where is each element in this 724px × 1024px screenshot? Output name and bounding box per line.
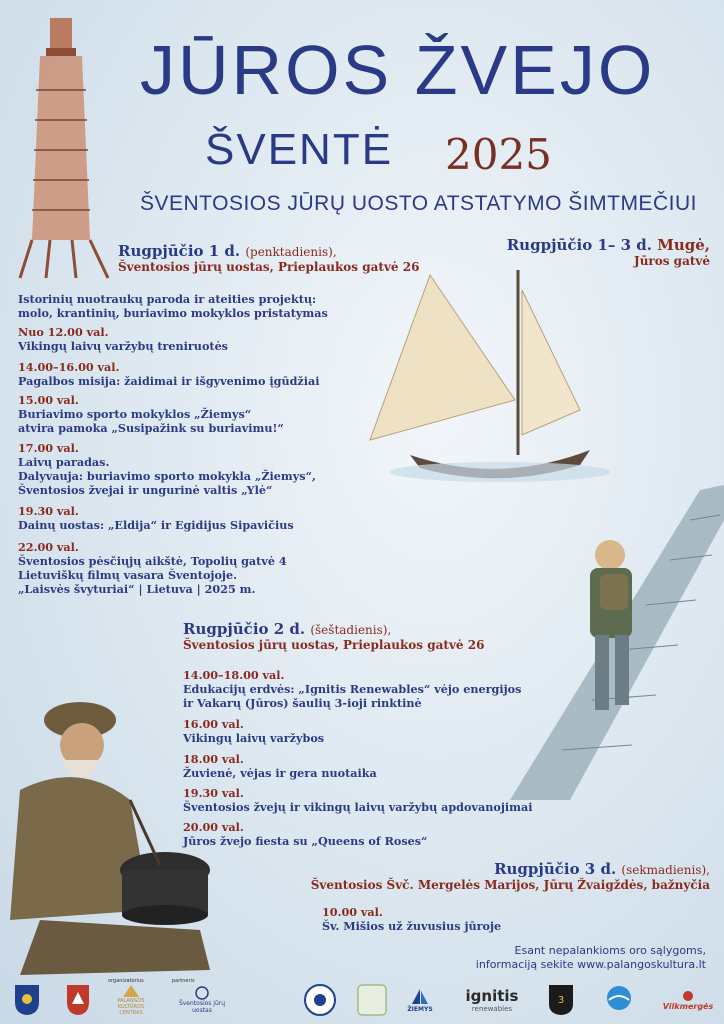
culture-center-icon xyxy=(122,984,140,998)
day3-weekday: (sekmadienis), xyxy=(621,863,710,877)
ziemys-logo: ŽIEMYS xyxy=(400,984,440,1016)
palanga-coat-of-arms-icon xyxy=(14,984,40,1016)
day1-event: 19.30 val. Dainų uostas: „Eldija“ ir Egidijus Sipavičius xyxy=(18,504,294,532)
day1-location: Šventosios jūrų uostas, Prieplaukos gatvė 26 xyxy=(118,260,420,274)
day2-header xyxy=(183,620,484,652)
partner-caption: partneris xyxy=(172,978,195,984)
day3-location: Šventosios Švč. Mergelės Marijos, Jūrų Žvaigždės, bažnyčia xyxy=(310,878,710,892)
sventoji-coat-of-arms-icon xyxy=(66,984,90,1016)
organizer-caption: organizatorius xyxy=(108,978,144,984)
poster-subtitle: ŠVENTOSIOS JŪRŲ UOSTO ATSTATYMO ŠIMTMEČIUI xyxy=(140,192,697,215)
navy-emblem-icon xyxy=(304,984,336,1016)
day2-event: 19.30 val. Šventosios žvejų ir vikingų laivų varžybų apdovanojimai xyxy=(183,786,533,814)
day1-event: 17.00 val. Laivų paradas. Dalyvauja: buriavimo sporto mokykla „Žiemys“, Šventosios žvejai ir ungurinė valtis „Ylė“ xyxy=(18,441,316,497)
flame-icon xyxy=(682,990,694,1002)
day1-weekday: (penktadienis), xyxy=(245,245,337,259)
lighthouse-illustration xyxy=(10,10,120,280)
poster-title-line2: ŠVENTĖ xyxy=(205,125,394,174)
poster-title: JŪROS ŽVEJO xyxy=(140,31,656,109)
sailboat-illustration xyxy=(350,250,610,490)
sail-icon xyxy=(410,988,430,1006)
day2-location: Šventosios jūrų uostas, Prieplaukos gatvė 26 xyxy=(183,638,485,652)
sventoji-port-logo: Šventosios jūrų uostas xyxy=(170,984,234,1016)
culture-center-logo: PALANGOS KULTŪROS CENTRAS xyxy=(106,984,156,1016)
wave-emblem-icon xyxy=(604,984,634,1016)
day1-event: Istorinių nuotraukų paroda ir ateities projektų: molo, krantinių, buriavimo mokyklos pristatymas xyxy=(18,292,328,320)
day3-date: Rugpjūčio 3 d. xyxy=(494,860,617,878)
vilkmerge-logo: Vilkmergės xyxy=(660,984,716,1016)
day2-event: 14.00–18.00 val. Edukacijų erdvės: „Ignitis Renewables“ vėjo energijos ir Vakarų (Jūros) šaulių 3-ioji rinktinė xyxy=(183,668,522,710)
day1-event: 15.00 val. Buriavimo sporto mokyklos „Žiemys“ atvira pamoka „Susipažink su buriavimu!“ xyxy=(18,393,284,435)
day3-header xyxy=(311,860,710,892)
ignitis-logo: ignitis renewables xyxy=(465,987,519,1013)
pier-illustration xyxy=(450,480,724,810)
day1-header xyxy=(118,242,419,274)
fair-name: Mugė, xyxy=(657,236,710,254)
day2-event: 20.00 val. Jūros žvejo fiesta su „Queens of Roses“ xyxy=(183,820,428,848)
day2-weekday: (šeštadienis), xyxy=(310,623,392,637)
svg-text:3: 3 xyxy=(557,995,565,1006)
fair-date: Rugpjūčio 1– 3 d. xyxy=(506,236,652,254)
day2-event: 16.00 val. Vikingų laivų varžybos xyxy=(183,717,325,745)
poster-year: 2025 xyxy=(445,130,552,179)
fair-location: Jūros gatvė xyxy=(634,254,710,268)
day1-event: Nuo 12.00 val. Vikingų laivų varžybų treniruotės xyxy=(18,325,228,353)
day1-event: 22.00 val. Šventosios pėsčiųjų aikštė, Topolių gatvė 4 Lietuviškų filmų vasara Šventojoje. „Laisvės švyturiai“ | Lietuva | 2025 m. xyxy=(18,540,287,596)
port-icon xyxy=(194,986,210,1000)
fair-block xyxy=(507,236,710,268)
day2-date: Rugpjūčio 2 d. xyxy=(183,620,306,638)
day3-event: 10.00 val. Šv. Mišios už žuvusius jūroje xyxy=(322,905,502,933)
riflemen-emblem-icon xyxy=(548,984,574,1016)
day1-event: 14.00–16.00 val. Pagalbos misija: žaidimai ir išgyvenimo įgūdžiai xyxy=(18,360,320,388)
sponsor-logos xyxy=(0,978,724,1024)
day2-event: 18.00 val. Žuvienė, vėjas ir gera nuotaika xyxy=(183,752,377,780)
day1-date: Rugpjūčio 1 d. xyxy=(118,242,241,260)
weather-note: Esant nepalankioms oro sąlygoms, informaciją sekite www.palangoskultura.lt xyxy=(475,944,706,971)
palanga-badge-icon xyxy=(357,984,387,1016)
